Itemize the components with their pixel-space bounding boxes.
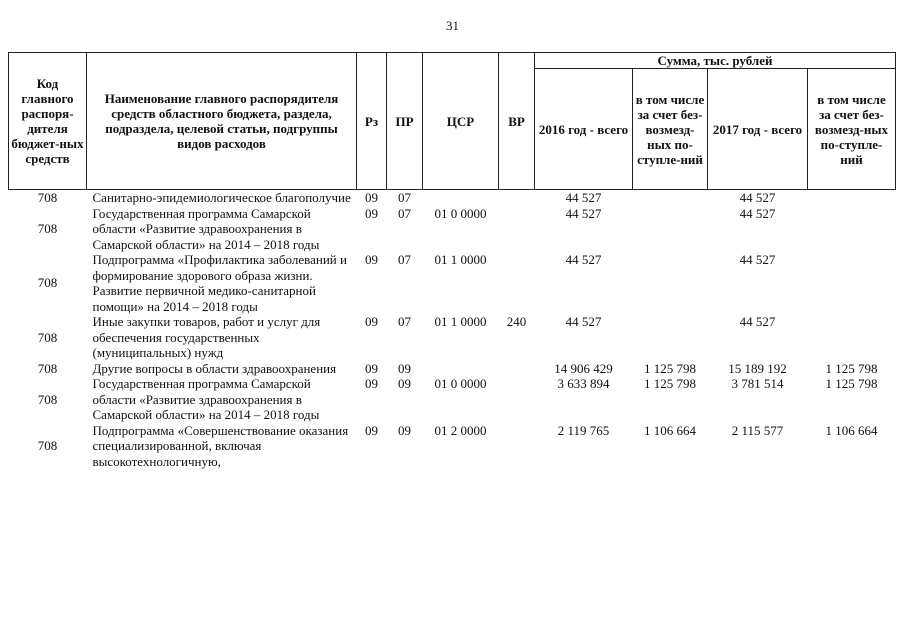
row-pr: 07 [398,314,411,329]
row-pr: 09 [398,376,411,391]
row-2017-free [808,190,896,206]
row-2016-total: 44 527 [565,205,602,221]
row-2017-total: 44 527 [739,314,776,329]
header-vr: ВР [499,53,535,190]
row-2016-free: 1 125 798 [644,360,696,376]
row-name: Подпрограмма «Профилактика заболеваний и формирование здорового образа жизни. Развитие первичной медико-санитарной помощи» на 2014 – 2018 годы [92,252,347,314]
row-csr: 01 0 0000 [434,205,487,221]
row-2017-free [808,252,896,314]
table-row [9,423,896,470]
budget-table [8,52,896,469]
row-code: 708 [37,190,58,205]
row-pr: 07 [398,252,411,267]
table-row [9,361,896,377]
row-2017-total: 3 781 514 [731,376,784,391]
header-2017-total: 2017 год - всего [708,69,808,190]
row-name: Государственная программа Самарской области «Развитие здравоохранения в Самарской области» на 2014 – 2018 годы [92,376,320,422]
row-pr: 07 [398,190,411,205]
row-2017-total: 15 189 192 [728,360,787,376]
row-2017-free: 1 125 798 [825,360,878,376]
header-2016-total: 2016 год - всего [535,69,633,190]
page-number: 31 [446,18,459,33]
header-sum: Сумма, тыс. рублей [535,53,896,69]
row-rz: 09 [365,205,378,221]
row-rz: 09 [365,314,378,329]
row-csr: 01 1 0000 [434,252,487,267]
header-code: Код главного распоря-дителя бюджет-ных средств [9,53,87,190]
row-code: 708 [37,275,58,291]
row-vr [499,190,535,206]
row-2016-free [633,252,708,314]
row-name: Другие вопросы в области здравоохранения [92,360,337,376]
table-row [9,190,896,206]
row-2016-total: 3 633 894 [557,376,610,391]
row-vr [499,376,535,423]
row-rz: 09 [365,376,378,391]
row-2017-total: 2 115 577 [731,422,784,438]
table-row [9,252,896,314]
row-2016-free [633,206,708,253]
row-code: 708 [37,391,58,407]
row-vr [499,423,535,470]
row-2017-total: 44 527 [739,252,776,267]
row-2017-total: 44 527 [739,205,776,221]
row-rz: 09 [365,190,378,205]
row-name: Санитарно-эпидемиологическое благополучие [92,190,351,205]
row-csr: 01 1 0000 [434,314,487,329]
row-csr [423,190,499,206]
row-2016-total: 14 906 429 [554,360,613,376]
header-pr: ПР [387,53,423,190]
row-rz: 09 [365,252,378,267]
row-name: Государственная программа Самарской области «Развитие здравоохранения в Самарской области» на 2014 – 2018 годы [92,205,320,252]
row-2017-free: 1 125 798 [825,376,878,391]
row-csr: 01 0 0000 [434,376,487,391]
row-code: 708 [37,329,58,345]
table-row [9,206,896,253]
row-code: 708 [37,221,58,236]
table-row [9,314,896,361]
row-name: Подпрограмма «Совершенствование оказания специализированной, включая высокотехнологичную, [92,422,349,469]
row-vr [499,252,535,314]
row-rz: 09 [365,422,378,438]
header-csr: ЦСР [423,53,499,190]
row-rz: 09 [365,360,378,376]
header-rz: Рз [357,53,387,190]
row-2016-free [633,314,708,361]
row-2016-free: 1 125 798 [644,376,696,391]
row-pr: 09 [398,360,411,376]
row-2016-free: 1 106 664 [644,422,696,438]
row-name: Иные закупки товаров, работ и услуг для обеспечения государственных (муниципальных) нужд [92,314,321,360]
header-name: Наименование главного распорядителя средств областного бюджета, раздела, подраздела, целевой статьи, подгруппы видов расходов [87,53,357,190]
row-vr [499,361,535,377]
row-2016-total: 44 527 [565,190,602,205]
row-pr: 07 [398,205,411,221]
row-2017-free [808,314,896,361]
row-2016-free [633,190,708,206]
row-2017-total: 44 527 [739,190,776,205]
row-code: 708 [37,360,58,376]
row-csr [423,361,499,377]
header-2016-free: в том числе за счет без-возмезд-ных по-ступле-ний [633,69,708,190]
row-2016-total: 44 527 [565,314,602,329]
row-2017-free [808,206,896,253]
row-vr [499,206,535,253]
row-2016-total: 44 527 [565,252,602,267]
row-2017-free: 1 106 664 [825,422,878,438]
row-code: 708 [37,438,58,453]
table-row [9,376,896,423]
row-2016-total: 2 119 765 [557,422,610,438]
row-pr: 09 [398,422,411,438]
row-csr: 01 2 0000 [434,422,487,438]
row-vr: 240 [506,314,527,329]
header-2017-free: в том числе за счет без-возмезд-ных по-ступле-ний [808,69,896,190]
